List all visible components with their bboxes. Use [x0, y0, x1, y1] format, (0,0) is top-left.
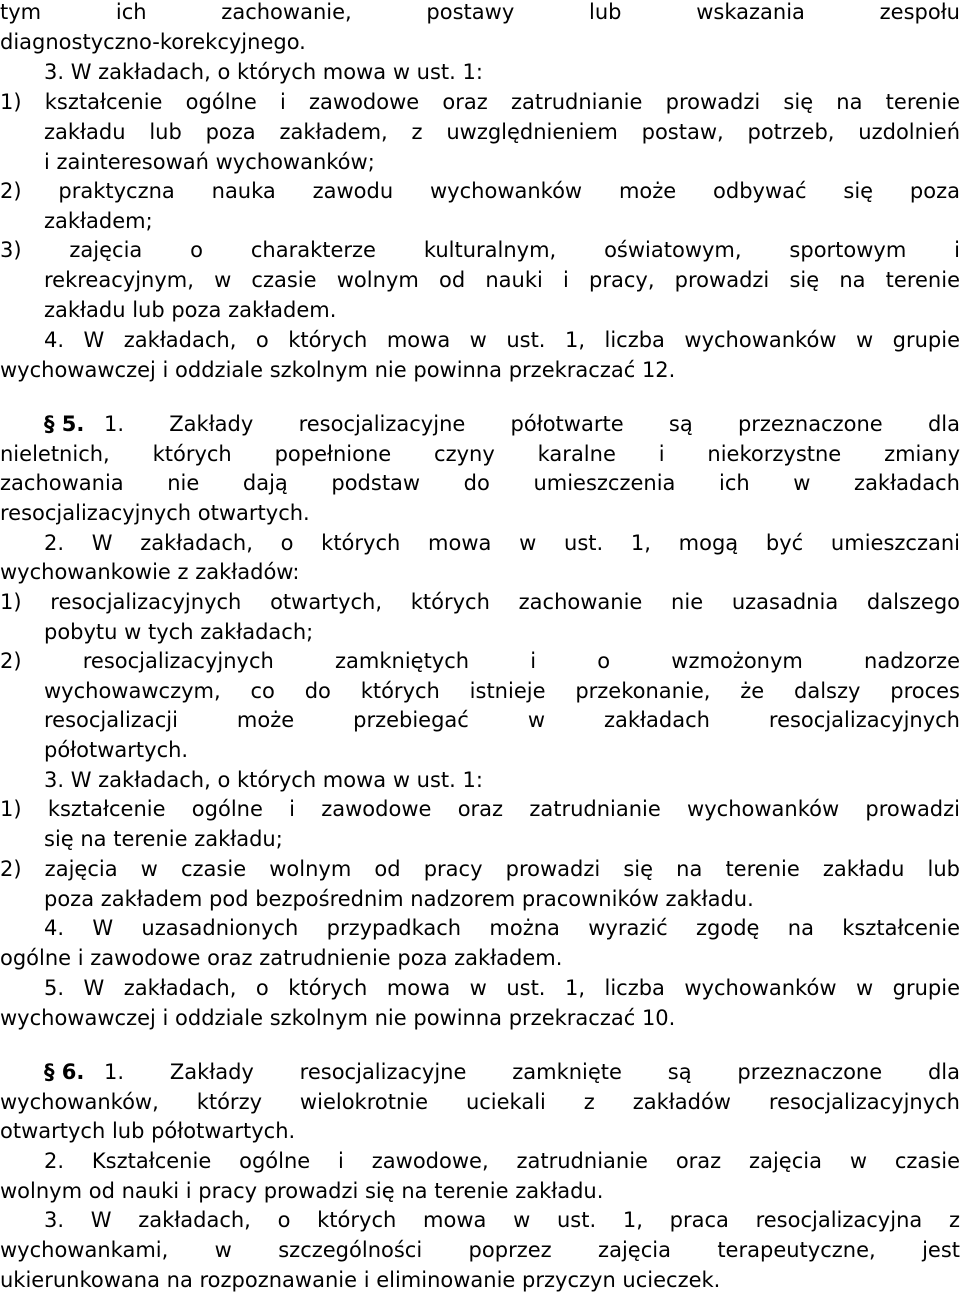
text-line: 2) resocjalizacyjnych zamkniętych i o wzmożonym nadzorze	[0, 649, 960, 673]
text-line: 1) resocjalizacyjnych otwartych, których zachowanie nie uzasadnia dalszego	[0, 590, 960, 614]
text-line: wychowawczej i oddziale szkolnym nie powinna przekraczać 10.	[0, 1006, 676, 1030]
text-line: 3. W zakładach, o których mowa w ust. 1, praca resocjalizacyjna z	[44, 1208, 960, 1232]
text-line: poza zakładem pod bezpośrednim nadzorem pracowników zakładu.	[44, 887, 754, 911]
text-line: zakładem;	[44, 209, 153, 233]
text-line: 3. W zakładach, o których mowa w ust. 1:	[44, 60, 483, 84]
text-line: wychowawczej i oddziale szkolnym nie powinna przekraczać 12.	[0, 358, 676, 382]
text-line: nieletnich, których popełnione czyny karalne i niekorzystne zmiany	[0, 442, 960, 466]
text-line: 4. W uzasadnionych przypadkach można wyrazić zgodę na kształcenie	[44, 916, 960, 940]
text-line: wychowawczym, co do których istnieje przekonanie, że dalszy proces	[44, 679, 960, 703]
text-line: ogólne i zawodowe oraz zatrudnienie poza zakładem.	[0, 946, 563, 970]
text-line: i zainteresowań wychowanków;	[44, 150, 375, 174]
text-line: wychowanków, którzy wielokrotnie uciekali z zakładów resocjalizacyjnych	[0, 1090, 960, 1114]
text-line: półotwartych.	[44, 738, 189, 762]
text-line: 5. W zakładach, o których mowa w ust. 1, liczba wychowanków w grupie	[44, 976, 960, 1000]
text-line: resocjalizacji może przebiegać w zakładach resocjalizacyjnych	[44, 708, 960, 732]
text-line: 3) zajęcia o charakterze kulturalnym, oświatowym, sportowym i	[0, 238, 960, 262]
text-line: zakładu lub poza zakładem.	[44, 298, 337, 322]
text-line: 1) kształcenie ogólne i zawodowe oraz zatrudnianie wychowanków prowadzi	[0, 797, 960, 821]
text-line: resocjalizacyjnych otwartych.	[0, 501, 310, 525]
text-line: ukierunkowana na rozpoznawanie i eliminowanie przyczyn ucieczek.	[0, 1268, 721, 1292]
text-line: 2. W zakładach, o których mowa w ust. 1, mogą być umieszczani	[44, 531, 960, 555]
text-line: rekreacyjnym, w czasie wolnym od nauki i pracy, prowadzi się na terenie	[44, 268, 960, 292]
text-line: diagnostyczno-korekcyjnego.	[0, 30, 306, 54]
text-line: wychowankami, w szczególności poprzez zajęcia terapeutyczne, jest	[0, 1238, 960, 1262]
text-line: pobytu w tych zakładach;	[44, 620, 314, 644]
text-line: otwartych lub półotwartych.	[0, 1119, 296, 1143]
text-line: zakładu lub poza zakładem, z uwzględnieniem postaw, potrzeb, uzdolnień	[44, 120, 960, 144]
text-line: się na terenie zakładu;	[44, 827, 283, 851]
section-heading: § 5.	[44, 412, 85, 436]
text-line: zachowania nie dają podstaw do umieszczenia ich w zakładach	[0, 471, 960, 495]
text-line: 1. Zakłady resocjalizacyjne zamknięte są przeznaczone dla	[104, 1060, 960, 1084]
text-line: 3. W zakładach, o których mowa w ust. 1:	[44, 768, 483, 792]
text-line: 4. W zakładach, o których mowa w ust. 1, liczba wychowanków w grupie	[44, 328, 960, 352]
text-line: wolnym od nauki i pracy prowadzi się na terenie zakładu.	[0, 1179, 604, 1203]
section-heading: § 6.	[44, 1060, 85, 1084]
text-line: 2. Kształcenie ogólne i zawodowe, zatrudnianie oraz zajęcia w czasie	[44, 1149, 960, 1173]
text-line: tym ich zachowanie, postawy lub wskazania zespołu	[0, 0, 960, 24]
text-line: 1. Zakłady resocjalizacyjne półotwarte są przeznaczone dla	[104, 412, 960, 436]
text-line: wychowankowie z zakładów:	[0, 560, 300, 584]
text-line: 2) praktyczna nauka zawodu wychowanków może odbywać się poza	[0, 179, 960, 203]
text-line: 2) zajęcia w czasie wolnym od pracy prowadzi się na terenie zakładu lub	[0, 857, 960, 881]
text-line: 1) kształcenie ogólne i zawodowe oraz zatrudnianie prowadzi się na terenie	[0, 90, 960, 114]
